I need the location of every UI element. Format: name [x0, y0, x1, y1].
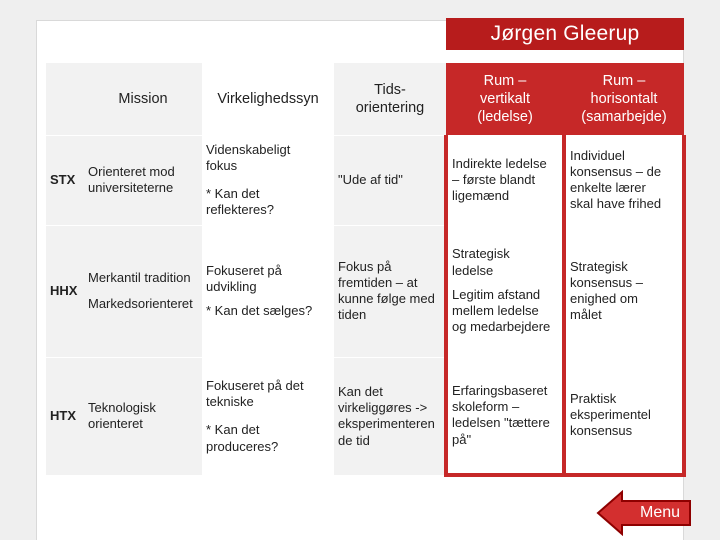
htx-virk-line1: Fokuseret på det: [206, 377, 304, 393]
stx-mission: [84, 135, 202, 225]
header-rum-vertikalt: [446, 63, 564, 135]
stx-virk-line4: reflekteres?: [206, 202, 274, 218]
hhx-tid-line3: kunne følge med: [338, 291, 435, 306]
htx-mission-line2: orienteret: [88, 416, 143, 432]
header-rum-h-line1: Rum –: [602, 72, 646, 89]
htx-rum-horisontalt: [564, 357, 684, 475]
htx-mission: [84, 357, 202, 475]
stx-rum-vertikalt: [446, 135, 564, 225]
stx-rum-v-line1: Indirekte ledelse: [452, 155, 547, 171]
stx-rum-v-line2: – første blandt: [452, 171, 536, 187]
table-row-htx: [46, 357, 684, 475]
htx-rum-v-line3: ledelsen "tættere: [452, 415, 550, 431]
hhx-rum-v-line5: og medarbejdere: [452, 319, 551, 335]
hhx-rum-horisontalt: [564, 225, 684, 357]
header-corner: [46, 63, 84, 135]
stx-rum-horisontalt: [564, 135, 684, 225]
hhx-rum-h-line4: målet: [570, 307, 602, 323]
row-label-htx: HTX: [46, 357, 84, 475]
row-label-stx: STX: [46, 135, 84, 225]
header-tids-line1: Tids-: [374, 81, 406, 98]
header-virkelighedssyn: Virkelighedssyn: [202, 63, 334, 135]
htx-tid-line2: virkeliggøres ->: [338, 400, 428, 415]
htx-rum-v-line1: Erfaringsbaseret: [452, 382, 548, 398]
hhx-tidsorientering: [334, 225, 446, 357]
table-row-hhx: [46, 225, 684, 357]
hhx-rum-h-line3: enighed om: [570, 291, 638, 306]
stx-virk-line1: Videnskabeligt: [206, 141, 291, 157]
menu-button[interactable]: [596, 490, 692, 536]
header-rum-h-line2: horisontalt: [590, 90, 658, 107]
slide-title: Jørgen Gleerup: [446, 18, 684, 50]
header-mission: Mission: [84, 63, 202, 135]
hhx-mission-line2: Markedsorienteret: [88, 296, 193, 311]
stx-virk-line2: fokus: [206, 157, 238, 173]
stx-virkelighedssyn: [202, 135, 334, 225]
htx-virk-line2: tekniske: [206, 394, 254, 409]
htx-mission-line1: Teknologisk: [88, 400, 156, 415]
stx-rum-h-line4: skal have frihed: [570, 196, 662, 212]
stx-mission-line1: Orienteret mod: [88, 163, 175, 179]
hhx-virk-line2: udvikling: [206, 278, 257, 294]
hhx-rum-h-line2: konsensus –: [570, 274, 643, 290]
header-rum-v-line1: Rum –: [483, 72, 527, 89]
header-rum-v-line2: vertikalt: [480, 90, 530, 107]
row-label-hhx: HHX: [46, 225, 84, 357]
comparison-table: [46, 63, 686, 477]
htx-tidsorientering: [334, 357, 446, 475]
header-rum-v-line3: (ledelse): [477, 108, 533, 125]
hhx-virk-line3: * Kan det sælges?: [206, 303, 313, 319]
hhx-virk-line1: Fokuseret på: [206, 262, 282, 278]
header-tids-line2: orientering: [355, 99, 425, 116]
stx-mission-line2: universiteterne: [88, 180, 174, 195]
hhx-tid-line2: fremtiden – at: [338, 274, 418, 290]
htx-tid-line3: eksperimenteren: [338, 416, 435, 432]
hhx-rum-h-line1: Strategisk: [570, 258, 628, 274]
hhx-rum-v-line1: Strategisk: [452, 246, 510, 262]
htx-virk-line3: * Kan det: [206, 422, 260, 438]
htx-virkelighedssyn: [202, 357, 334, 475]
hhx-mission: [84, 225, 202, 357]
header-tidsorientering: [334, 63, 446, 135]
hhx-rum-v-line2: ledelse: [452, 262, 494, 278]
stx-rum-h-line2: konsensus – de: [570, 163, 662, 179]
header-rum-horisontalt: [564, 63, 684, 135]
stx-tidsorientering: "Ude af tid": [334, 135, 446, 225]
menu-button-label: Menu: [640, 504, 681, 521]
hhx-tid-line4: tiden: [338, 307, 367, 323]
table-row-stx: [46, 135, 684, 225]
hhx-tid-line1: Fokus på: [338, 258, 392, 274]
stx-virk-line3: * Kan det: [206, 186, 260, 201]
stx-rum-v-line3: ligemænd: [452, 188, 510, 204]
hhx-mission-line1: Merkantil tradition: [88, 269, 191, 285]
hhx-virkelighedssyn: [202, 225, 334, 357]
header-row: [46, 63, 684, 135]
stx-rum-h-line1: Individuel: [570, 147, 625, 163]
htx-rum-v-line2: skoleform –: [452, 399, 520, 414]
htx-rum-h-line1: Praktisk: [570, 390, 617, 406]
header-rum-h-line3: (samarbejde): [581, 108, 667, 125]
hhx-rum-v-line4: mellem ledelse: [452, 303, 539, 319]
htx-virk-line4: produceres?: [206, 438, 279, 454]
htx-tid-line4: de tid: [338, 432, 370, 448]
hhx-rum-v-line3: Legitim afstand: [452, 286, 541, 302]
htx-rum-h-line3: konsensus: [570, 423, 633, 439]
htx-rum-vertikalt: [446, 357, 564, 475]
stx-rum-h-line3: enkelte lærer: [570, 180, 646, 195]
htx-tid-line1: Kan det: [338, 383, 383, 399]
hhx-rum-vertikalt: [446, 225, 564, 357]
htx-rum-v-line4: på": [452, 431, 472, 447]
htx-rum-h-line2: eksperimentel: [570, 407, 651, 423]
